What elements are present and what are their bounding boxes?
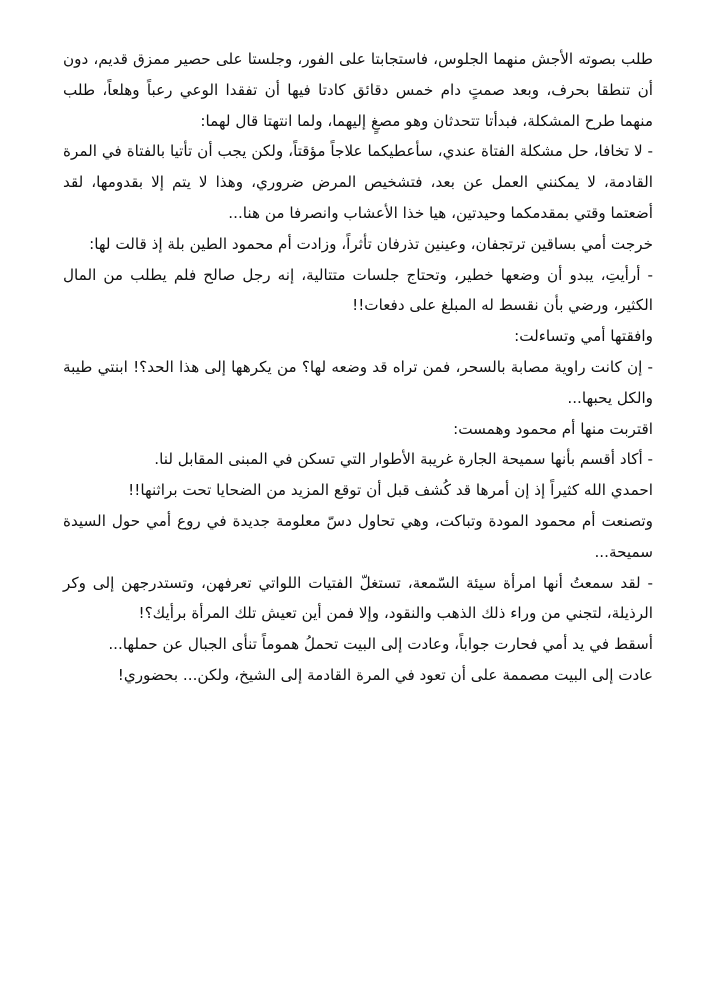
narration-paragraph: وتصنعت أم محمود المودة وتباكت، وهي تحاول دسّ معلومة جديدة في روع أمي حول السيدة سميحة... xyxy=(63,511,653,561)
narration-paragraph: وافقتها أمي وتساءلت: xyxy=(514,327,653,346)
dialogue-paragraph: احمدي الله كثيراً إذ إن أمرها قد كُشف قبل أن توقع المزيد من الضحايا تحت براثنها!! xyxy=(128,481,653,500)
dialogue-paragraph: - أكاد أقسم بأنها سميحة الجارة غريبة الأطوار التي تسكن في المبنى المقابل لنا. xyxy=(154,450,653,469)
dialogue-paragraph: - لقد سمعتُ أنها امرأة سيئة السّمعة، تستغلّ الفتيات اللواتي تعرفهن، وتستدرجهن إلى وكر الرذيلة، لتجني من وراء ذلك الذهب والنقود، وإلا فمن أين تعيش تلك المرأة برأيك؟! xyxy=(63,573,653,623)
dialogue-paragraph: - أرأيتِ، يبدو أن وضعها خطير، وتحتاج جلسات متتالية، إنه رجل صالح فلم يطلب من المال الكثير، ورضي بأن نقسط له المبلغ على دفعات!! xyxy=(63,265,653,315)
narration-paragraph: أسقط في يد أمي فحارت جواباً، وعادت إلى البيت تحملُ هموماً تنأى الجبال عن حملها... xyxy=(108,635,653,654)
dialogue-paragraph: - لا تخافا، حل مشكلة الفتاة عندي، سأعطيكما علاجاً مؤقتاً، ولكن يجب أن تأتيا بالفتاة في المرة القادمة، لا يمكنني العمل عن بعد، فتشخيص المرض ضروري، وهذا لا يتم إلا بقدومها، لقد أضعتما وقتي بمقدمكما وحيدتين، هيا خذا الأعشاب وانصرفا من هنا... xyxy=(63,142,653,222)
narration-paragraph: خرجت أمي بساقين ترتجفان، وعينين تذرفان تأثراً، وزادت أم محمود الطين بلة إذ قالت لها: xyxy=(89,234,653,253)
narration-paragraph: اقتربت منها أم محمود وهمست: xyxy=(453,419,653,438)
narration-paragraph: عادت إلى البيت مصممة على أن تعود في المرة القادمة إلى الشيخ، ولكن... بحضوري! xyxy=(117,665,653,684)
narration-paragraph: طلب بصوته الأجش منهما الجلوس، فاستجابتا على الفور، وجلستا على حصير ممزق قديم، دون أن تنطقا بحرف، وبعد صمتٍ دام خمس دقائق كادتا فيها أن تفقدا الوعي رعباً وهلعاً، طلب منهما طرح المشكلة، فبدأتا تتحدثان وهو مصغٍ إليهما، ولما انتهتا قال لهما: xyxy=(63,50,653,130)
story-text xyxy=(63,44,653,691)
dialogue-paragraph: - إن كانت راوية مصابة بالسحر، فمن تراه قد وضعه لها؟ من يكرهها إلى هذا الحد؟! ابنتي طيبة والكل يحبها... xyxy=(63,357,653,407)
